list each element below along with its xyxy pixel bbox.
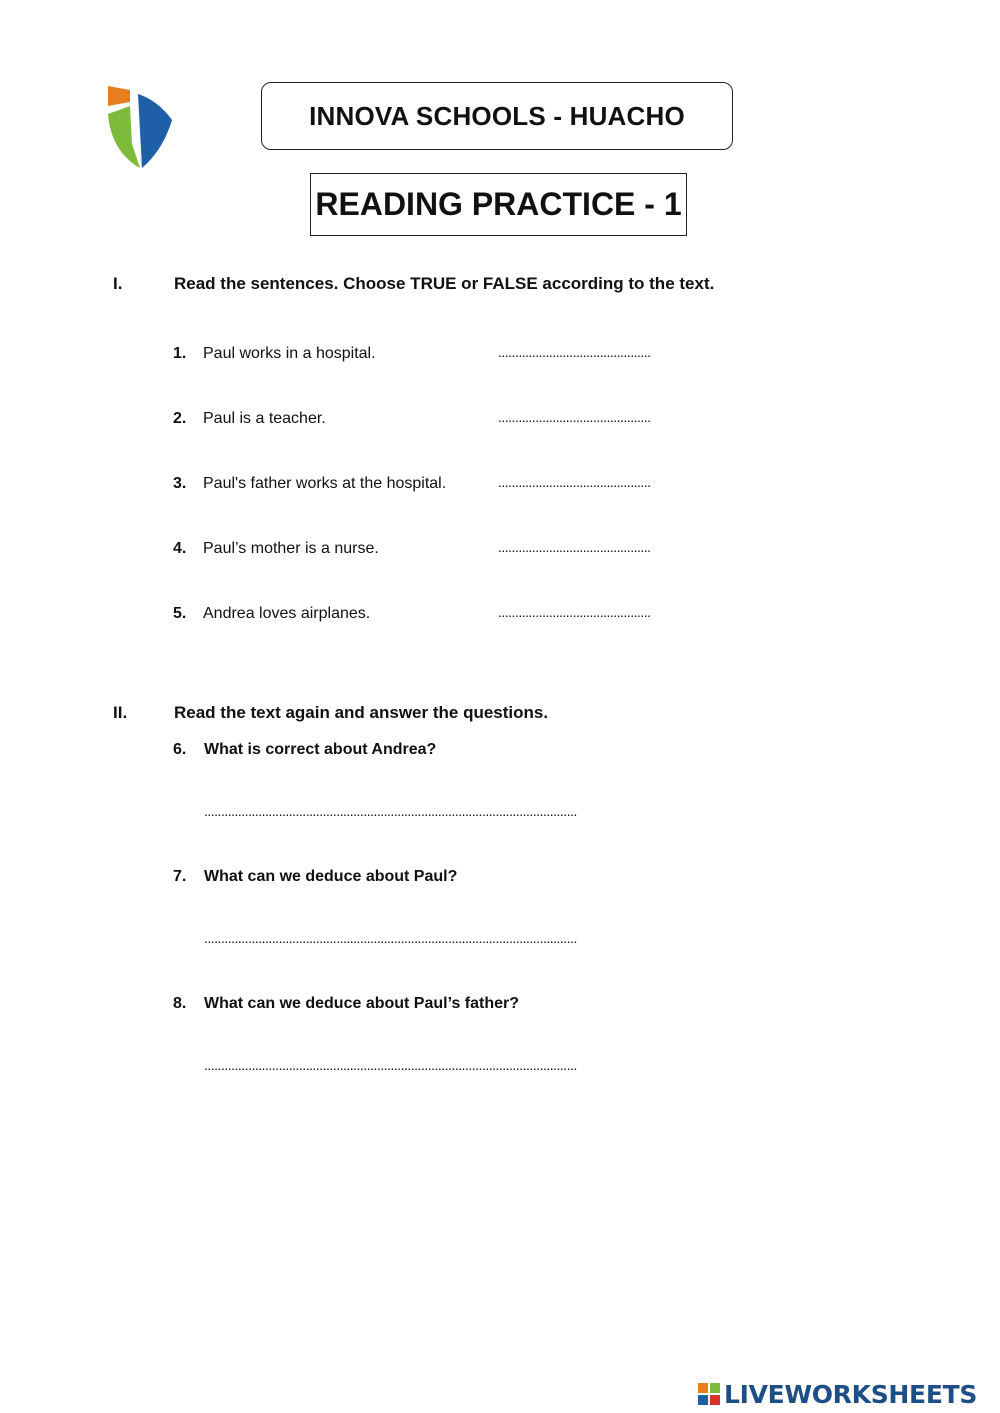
item-number: 3. [173,475,187,492]
item-statement: Andrea loves airplanes. [203,605,371,622]
section-2-number: II. [113,703,128,722]
liveworksheets-logo-icon [697,1382,721,1406]
true-false-answer-blank[interactable]: ............................................. [498,474,651,490]
item-statement: Paul is a teacher. [203,410,326,427]
section-1-instruction: Read the sentences. Choose TRUE or FALSE according to the text. [174,274,715,293]
section-2-instruction: Read the text again and answer the questions. [174,703,549,722]
item-statement: Paul’s mother is a nurse. [203,540,379,557]
question-number: 6. [173,741,187,758]
answer-blank[interactable]: .............................................................................................................. [204,803,577,819]
worksheet-title: READING PRACTICE - 1 [315,186,682,222]
question-number: 8. [173,995,187,1012]
item-statement: Paul's father works at the hospital. [203,475,447,492]
item-number: 5. [173,605,187,622]
question-text: What is correct about Andrea? [204,741,437,758]
item-statement: Paul works in a hospital. [203,345,376,362]
liveworksheets-brand[interactable] [697,1380,977,1408]
question-text: What can we deduce about Paul’s father? [204,995,520,1012]
section-1-number: I. [113,274,123,293]
item-number: 4. [173,540,187,557]
worksheet-title-box [310,173,687,236]
true-false-answer-blank[interactable]: ............................................. [498,344,651,360]
true-false-answer-blank[interactable]: ............................................. [498,539,651,555]
school-logo-icon [104,84,174,170]
true-false-answer-blank[interactable]: ............................................. [498,409,651,425]
school-name-box [261,82,733,150]
question-number: 7. [173,868,187,885]
item-number: 2. [173,410,187,427]
item-number: 1. [173,345,187,362]
brand-name: LIVEWORKSHEETS [724,1379,978,1409]
school-name: INNOVA SCHOOLS - HUACHO [309,100,685,131]
answer-blank[interactable]: .............................................................................................................. [204,1057,577,1073]
answer-blank[interactable]: .............................................................................................................. [204,930,577,946]
question-text: What can we deduce about Paul? [204,868,458,885]
true-false-answer-blank[interactable]: ............................................. [498,604,651,620]
